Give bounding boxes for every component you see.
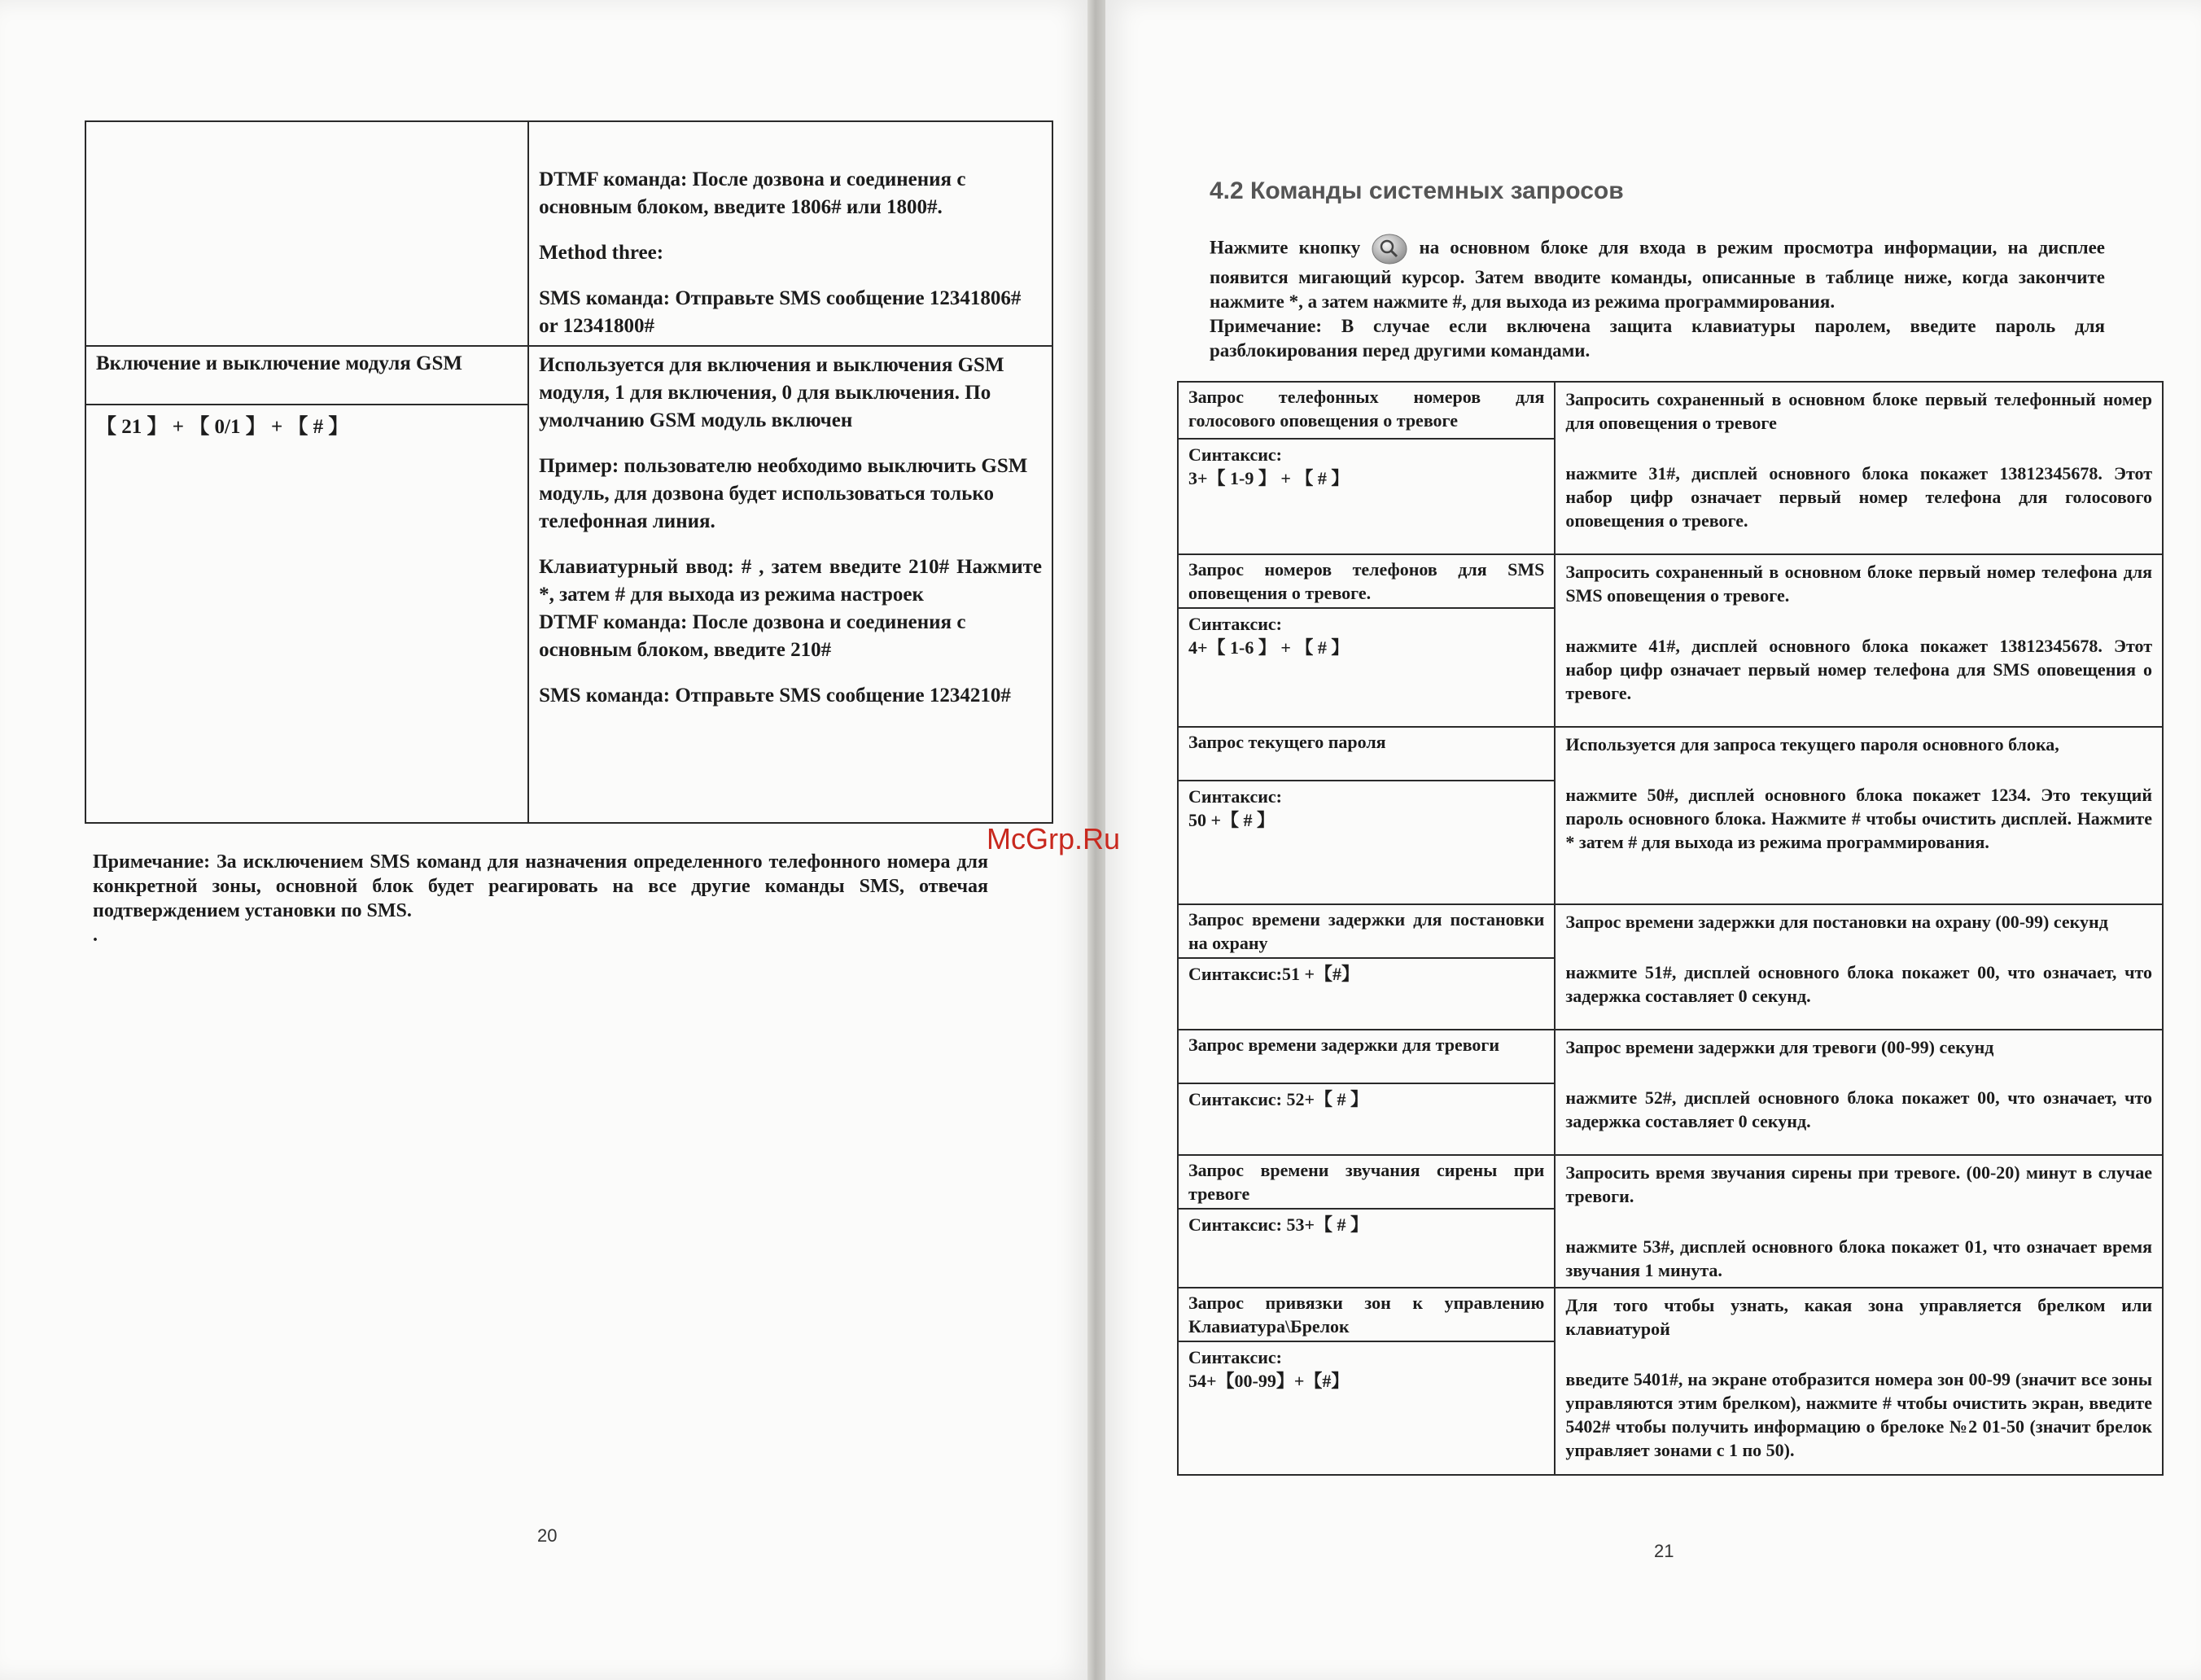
- gsm-desc-3: Клавиатурный ввод: # , затем введите 210# Нажмите *, затем # для выхода из режима настроек: [539, 556, 1042, 606]
- query-desc-2: нажмите 31#, дисплей основного блока покажет 13812345678. Этот набор цифр означает первый номер телефона для голосового оповещения о тревоге.: [1565, 463, 2152, 531]
- query-syntax: 3+【 1-9 】 + 【 # 】: [1188, 468, 1350, 488]
- table-row: [1178, 1155, 2163, 1288]
- query-left-cell: [1178, 554, 1555, 727]
- gsm-title: Включение и выключение модуля GSM: [86, 347, 527, 405]
- section-title: 4.2 Команды системных запросов: [1210, 177, 1624, 204]
- intro-note: Примечание: В случае если включена защита клавиатуры паролем, введите пароль для разблокирования перед другими командами.: [1210, 316, 2105, 361]
- syntax-label: Синтаксис:: [1188, 444, 1282, 465]
- note-dot: .: [93, 925, 98, 946]
- table-row: [1178, 727, 2163, 904]
- query-title: Запрос телефонных номеров для голосового оповещения о тревоге: [1179, 383, 1554, 440]
- query-desc-1: Используется для запроса текущего пароля основного блока,: [1565, 734, 2059, 755]
- table-row: [1178, 904, 2163, 1030]
- gsm-left-cell: [85, 346, 528, 823]
- query-desc-cell: [1555, 1288, 2163, 1475]
- method-cell: [528, 121, 1052, 346]
- note-text: Примечание: За исключением SMS команд для назначения определенного телефонного номера для конкретной зоны, основной блок будет реагировать на все другие команды SMS, отвечая подтверждением установки по SMS.: [93, 851, 988, 921]
- query-desc-1: Запрос времени задержки для постановки на охрану (00-99) секунд: [1565, 912, 2108, 932]
- syntax-label: Синтаксис:: [1188, 786, 1282, 807]
- gsm-command-table: [85, 120, 1053, 824]
- query-desc-cell: [1555, 1155, 2163, 1288]
- gsm-desc-4: DTMF команда: После дозвона и соединения с основным блоком, введите 210#: [539, 611, 966, 661]
- table-row: [85, 346, 1052, 823]
- table-row: [1178, 554, 2163, 727]
- query-syntax-block: [1179, 959, 1554, 989]
- magnifier-icon: [1371, 233, 1408, 265]
- query-left-cell: [1178, 382, 1555, 554]
- query-syntax: 50 +【 # 】: [1188, 810, 1276, 830]
- query-desc-1: Для того чтобы узнать, какая зона управляется брелком или клавиатурой: [1565, 1295, 2152, 1339]
- watermark: McGrp.Ru: [987, 822, 1121, 855]
- empty-cell: [85, 121, 528, 346]
- query-desc-2: введите 5401#, на экране отобразится номера зон 00-99 (значит все зоны управляются этим брелком), нажмите # чтобы очистить экран, введите 5402# чтобы получить информацию о брелоке №2 01-50 (значит брелок управляет зонами с 1 по 50).: [1565, 1369, 2152, 1460]
- query-desc-cell: [1555, 727, 2163, 904]
- query-title: Запрос времени звучания сирены при тревоге: [1179, 1156, 1554, 1210]
- syntax-label: Синтаксис:: [1188, 614, 1282, 634]
- query-title: Запрос времени задержки для постановки на охрану: [1179, 905, 1554, 959]
- table-row: [1178, 382, 2163, 554]
- page-number-right: 21: [1654, 1541, 1674, 1561]
- query-desc-2: нажмите 41#, дисплей основного блока покажет 13812345678. Этот набор цифр означает первый номер телефона для SMS оповещения о тревоге.: [1565, 636, 2152, 703]
- gsm-desc-cell: [528, 346, 1052, 823]
- query-desc-1: Запросить сохраненный в основном блоке первый номер телефона для SMS оповещения о тревоге.: [1565, 562, 2152, 606]
- query-syntax: Синтаксис: 52+【 # 】: [1188, 1089, 1369, 1109]
- query-desc-cell: [1555, 554, 2163, 727]
- intro-before-icon: Нажмите кнопку: [1210, 237, 1361, 258]
- query-title: Запрос времени задержки для тревоги: [1179, 1030, 1554, 1084]
- gsm-desc-2: Пример: пользователю необходимо выключить GSM модуль, для дозвона будет использоваться только телефонная линия.: [539, 455, 1028, 532]
- gsm-desc-5: SMS команда: Отправьте SMS сообщение 1234210#: [539, 685, 1011, 707]
- query-title: Запрос номеров телефонов для SMS оповещения о тревоге.: [1179, 555, 1554, 609]
- query-left-cell: [1178, 1288, 1555, 1475]
- query-desc-cell: [1555, 904, 2163, 1030]
- query-desc-1: Запросить сохраненный в основном блоке первый телефонный номер для оповещения о тревоге: [1565, 389, 2152, 433]
- query-desc-cell: [1555, 382, 2163, 554]
- query-desc-2: нажмите 52#, дисплей основного блока покажет 00, что означает, что задержка составляет 0 секунд.: [1565, 1087, 2152, 1131]
- left-note: [93, 850, 988, 947]
- query-syntax: 4+【 1-6 】 + 【 # 】: [1188, 637, 1350, 658]
- query-desc-2: нажмите 50#, дисплей основного блока покажет 1234. Это текущий пароль основного блока. Нажмите # чтобы очистить дисплей. Нажмите * затем # для выхода из режима программирования.: [1565, 785, 2152, 852]
- query-desc-cell: [1555, 1030, 2163, 1155]
- query-syntax-block: [1179, 1210, 1554, 1240]
- query-syntax-block: [1179, 1342, 1554, 1396]
- system-query-table: [1177, 381, 2164, 1476]
- sms-text: SMS команда: Отправьте SMS сообщение 12341806# or 12341800#: [539, 287, 1022, 337]
- intro-block: [1210, 233, 2105, 363]
- page-number-left: 20: [537, 1525, 558, 1546]
- query-left-cell: [1178, 727, 1555, 904]
- dtmf-text: DTMF команда: После дозвона и соединения с основным блоком, введите 1806# или 1800#.: [539, 168, 966, 218]
- query-syntax-block: [1179, 440, 1554, 493]
- query-desc-1: Запросить время звучания сирены при тревоге. (00-20) минут в случае тревоги.: [1565, 1162, 2152, 1206]
- intro-after-icon: на основном блоке для входа в режим просмотра информации, на дисплее появится мигающий курсор. Затем вводите команды, описанные в таблице ниже, когда закончите нажмите *, а затем нажмите #, для выхода из режима программирования.: [1210, 237, 2106, 312]
- table-row: [1178, 1288, 2163, 1475]
- query-syntax: Синтаксис: 53+【 # 】: [1188, 1214, 1369, 1235]
- query-title: Запрос привязки зон к управлению Клавиатура\Брелок: [1179, 1288, 1554, 1342]
- syntax-label: Синтаксис:: [1188, 1347, 1282, 1367]
- table-row: [85, 121, 1052, 346]
- query-desc-2: нажмите 53#, дисплей основного блока покажет 01, что означает время звучания 1 минута.: [1565, 1236, 2152, 1280]
- query-syntax-block: [1179, 1084, 1554, 1114]
- query-left-cell: [1178, 1030, 1555, 1155]
- table-row: [1178, 1030, 2163, 1155]
- query-left-cell: [1178, 904, 1555, 1030]
- query-syntax: 54+【00-99】+【#】: [1188, 1371, 1350, 1391]
- query-title: Запрос текущего пароля: [1179, 728, 1554, 781]
- query-desc-2: нажмите 51#, дисплей основного блока покажет 00, что означает, что задержка составляет 0 секунд.: [1565, 962, 2152, 1006]
- gsm-desc-1: Используется для включения и выключения GSM модуля, 1 для включения, 0 для выключения. По умолчанию GSM модуль включен: [539, 354, 1004, 431]
- gsm-syntax: 【 21 】 + 【 0/1 】 + 【 # 】: [96, 416, 349, 438]
- query-syntax-block: [1179, 781, 1554, 835]
- method-three-label: Method three:: [539, 242, 664, 264]
- query-syntax: Синтаксис:51 +【#】: [1188, 964, 1360, 984]
- query-syntax-block: [1179, 609, 1554, 663]
- query-desc-1: Запрос времени задержки для тревоги (00-99) секунд: [1565, 1037, 1994, 1057]
- query-left-cell: [1178, 1155, 1555, 1288]
